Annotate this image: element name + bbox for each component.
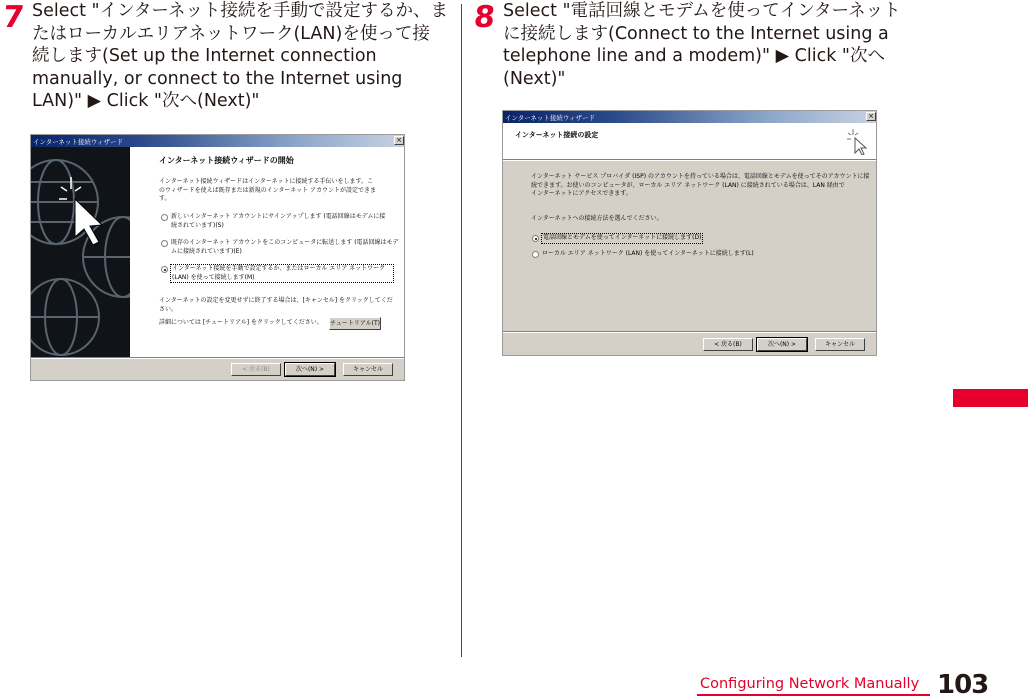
- next-button[interactable]: 次へ(N) >: [757, 338, 807, 351]
- step-8-line: Select "電話回線とモデムを使ってインターネット: [503, 1, 901, 21]
- tutorial-hint: 詳細については [チュートリアル] をクリックしてください。: [159, 319, 323, 326]
- step-8-instructions: [503, 0, 928, 90]
- step-8-line: に接続します(Connect to the Internet using a: [503, 23, 889, 44]
- description-line: 続できます。お使いのコンピュータが、ローカル エリア ネットワーク (LAN) に接続されている場合は、LAN 経由で: [531, 181, 845, 189]
- step-8-number: 8: [472, 0, 497, 35]
- wizard-start-dialog: [30, 134, 405, 381]
- option-new-account-label[interactable]: [171, 213, 401, 230]
- intro-line: インターネット接続ウィザードはインターネットに接続する手伝いをします。こ: [159, 178, 374, 185]
- option-phone-modem-label[interactable]: 電話回線とモデムを使ってインターネットに接続します(D): [541, 233, 703, 244]
- step-7-line: 続します(Set up the Internet connection: [32, 46, 377, 67]
- intro-line: す。: [159, 195, 171, 202]
- chapter-tab: [953, 389, 1028, 407]
- step-7-instructions: [32, 0, 457, 113]
- step-7-line: manually, or connect to the Internet using: [32, 68, 403, 89]
- dialog-heading: インターネット接続の設定: [515, 131, 599, 139]
- next-button[interactable]: 次へ(N) >: [285, 363, 335, 376]
- option-line: 新しいインターネット アカウントにサインアップします (電話回線はモデムに接: [171, 213, 386, 220]
- option-new-account-radio[interactable]: [161, 214, 168, 221]
- intro-text: [159, 178, 399, 204]
- hint-line: インターネットの設定を変更せずに終了する場合は、[キャンセル] をクリックしてくだ: [159, 297, 393, 304]
- cancel-button[interactable]: キャンセル: [343, 363, 393, 376]
- dialog-header-panel: [503, 123, 876, 159]
- step-7-number: 7: [1, 0, 26, 35]
- step-8-line: (Next)": [503, 68, 566, 89]
- dialog-heading: インターネット接続ウィザードの開始: [159, 156, 294, 165]
- globe-cursor-icon: [31, 147, 130, 357]
- cancel-button[interactable]: キャンセル: [815, 338, 865, 351]
- dialog-titlebar: [503, 111, 876, 123]
- back-button[interactable]: < 戻る(B): [231, 363, 281, 376]
- option-line: (LAN) を使って接続します(M): [172, 273, 255, 281]
- back-button[interactable]: < 戻る(B): [703, 338, 753, 351]
- page-number: 103: [937, 670, 989, 698]
- hint-line: さい。: [159, 305, 178, 313]
- header-separator: [503, 159, 876, 161]
- footer-section-title: Configuring Network Manually: [700, 676, 920, 692]
- button-separator: [503, 331, 876, 333]
- option-manual-lan-radio[interactable]: [161, 266, 168, 273]
- description-text: [531, 173, 871, 199]
- dialog-title: インターネット接続ウィザード: [33, 137, 124, 146]
- option-line: 既存のインターネット アカウントをこのコンピュータに転送します (電話回線はモデ: [171, 239, 399, 246]
- intro-line: のウィザードを使えば既存または新規のインターネット アカウントが設定できま: [159, 186, 376, 194]
- column-divider: [461, 4, 462, 657]
- description-line: インターネットにアクセスできます。: [531, 190, 632, 197]
- option-manual-lan-label[interactable]: [170, 264, 394, 283]
- step-7-line: Select "インターネット接続を手動で設定するか、ま: [32, 1, 449, 21]
- footer-underline: [697, 694, 930, 696]
- step-8-line: telephone line and a modem)" ▶ Click "次へ: [503, 46, 885, 67]
- option-transfer-account-radio[interactable]: [161, 240, 168, 247]
- cancel-hint: [159, 297, 403, 314]
- connection-setup-dialog: [502, 110, 877, 356]
- option-line: ムに接続されています)(E): [171, 247, 242, 255]
- tutorial-button[interactable]: チュートリアル(T): [329, 317, 381, 330]
- wizard-cursor-icon: [846, 127, 870, 155]
- button-separator: [31, 357, 404, 359]
- step-7-line: LAN)" ▶ Click "次へ(Next)": [32, 91, 260, 112]
- option-lan-label[interactable]: ローカル エリア ネットワーク (LAN) を使ってインターネットに接続します(L): [542, 250, 754, 257]
- dialog-content: [31, 147, 404, 357]
- wizard-banner-graphic: [31, 147, 130, 357]
- step-7-line: たはローカルエリアネットワーク(LAN)を使って接: [32, 23, 430, 44]
- close-button[interactable]: ×: [866, 112, 876, 121]
- close-button[interactable]: ×: [394, 136, 404, 145]
- dialog-title: インターネット接続ウィザード: [505, 113, 596, 122]
- dialog-titlebar: [31, 135, 404, 147]
- option-line: インターネット接続を手動で設定するか、またはローカル エリア ネットワーク: [172, 265, 386, 272]
- option-line: 続されています)(S): [171, 221, 224, 229]
- option-lan-radio[interactable]: [532, 251, 539, 258]
- description-line: インターネット サービス プロバイダ (ISP) のアカウントを持っている場合は、電話回線とモデムを使ってそのアカウントに接: [531, 173, 870, 180]
- option-transfer-account-label[interactable]: [171, 239, 401, 256]
- option-phone-modem-radio[interactable]: [532, 235, 539, 242]
- connection-prompt: インターネットへの接続方法を選んでください。: [531, 215, 663, 222]
